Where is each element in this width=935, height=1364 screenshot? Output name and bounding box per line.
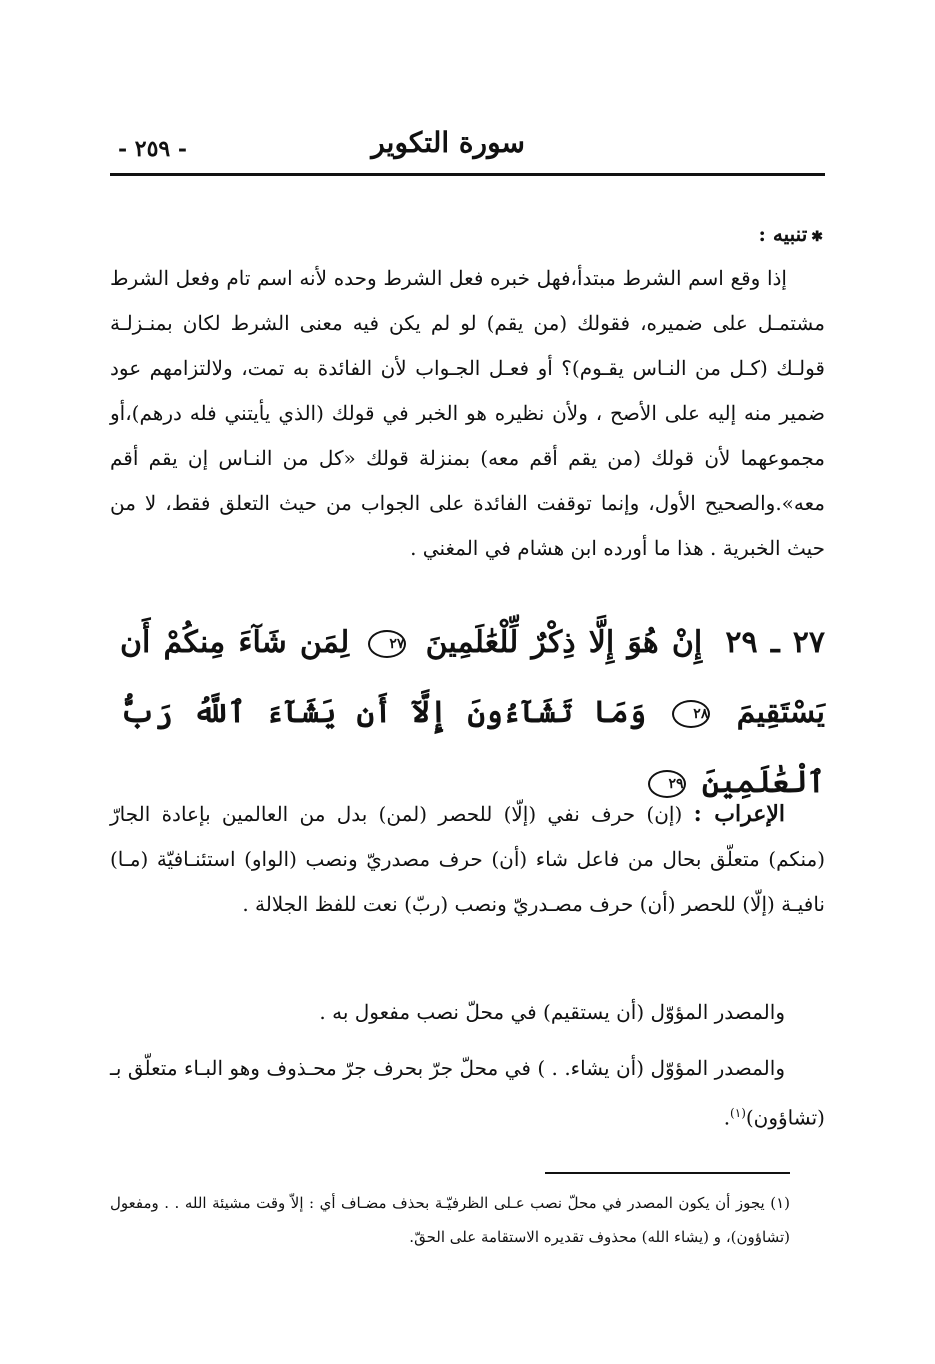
page-header — [110, 118, 825, 176]
verse-text-29: وَمَا تَشَآءُونَ إِلَّآ أَن يَشَآءَ ٱللَّهُ رَبُّ ٱلْعَٰلَمِينَ — [120, 695, 825, 800]
footnote: (١) يجوز أن يكون المصدر في محلّ نصب عـلى الظرفيّـة بحذف مضـاف أي : إلاّ وقت مشيئة الله . . ومفعول (تشاؤون)، و (يشاء الله) محذوف تقديره الاستقامة على الحقّ. — [110, 1194, 790, 1246]
irab-text: (إن) حرف نفي (إلّا) للحصر (لمن) بدل من العالمين بإعادة الجارّ (منكم) متعلّق بحال من فاعل شاء (أن) حرف مصدريّ ونصب (الواو) استئنـافيّة (مـا) نافيـة (إلّا) للحصر (أن) حرف مصـدريّ ونصب (ربّ) نعت للفظ الجلالة . — [110, 802, 825, 916]
masdar-paragraph-2: والمصدر المؤوّل (أن يشاء. . ) في محلّ جرّ بحرف جرّ محـذوف وهو البـاء متعلّق بـ (تشاؤون)$^{(١)}$. — [110, 1056, 825, 1130]
verse-text-28: لِمَن شَآءَ مِنكُمْ أَن يَسْتَقِيمَ — [120, 625, 825, 730]
star-icon: ✱ — [811, 229, 823, 245]
surah-title: سورة التكوير — [371, 126, 525, 159]
verse-text-27: إِنْ هُوَ إِلَّا ذِكْرٌ لِّلْعَٰلَمِينَ — [425, 625, 703, 660]
page-number: - ٢٥٩ - — [118, 136, 188, 162]
header-rule — [110, 173, 825, 176]
quran-verses — [120, 608, 825, 818]
footnote-rule — [545, 1172, 790, 1174]
footnote-reference: (١) — [730, 1106, 746, 1120]
irab-paragraph — [110, 792, 825, 927]
ayah-marker-27: ٢٧ — [368, 630, 406, 658]
masdar-paragraph-2-text: والمصدر المؤوّل (أن يشاء. . ) في محلّ جرّ بحرف جرّ محـذوف وهو البـاء متعلّق بـ (تشاؤون) — [110, 1056, 825, 1130]
verse-range: ٢٧ ـ ٢٩ — [725, 625, 826, 660]
note-heading — [759, 222, 823, 246]
ayah-marker-29: ٢٩ — [648, 770, 686, 798]
irab-heading: الإعراب : — [693, 801, 786, 827]
note-heading-label: تنبيه : — [758, 222, 808, 246]
masdar-paragraph-1: والمصدر المؤوّل (أن يستقيم) في محلّ نصب مفعول به . — [319, 1000, 785, 1024]
ayah-marker-28: ٢٨ — [672, 700, 710, 728]
note-paragraph: إذا وقع اسم الشرط مبتدأ،فهل خبره فعل الشرط وحده لأنه اسم تام وفعل الشرط مشتمـل على ضميره، فقولك (من يقم) لو لم يكن فيه معنى الشرط لكان بمنـزلـة قولـك (كـل من النـاس يقـوم)؟ أو فعـل الجـواب لأن الفائدة به تمت، ولالتزامهم عود ضمير منه إليه على الأصح ، ولأن نظيره هو الخبر في قولك (الذي يأيتني فله درهم)،أو مجموعهما لأن قولك (من يقم أقم معه) بمنزلة قولك «كل من النـاس إن يقم أقم معه».والصحيح الأول، وإنما توقفت الفائدة على الجواب من حيث التعلق فقط، لا من حيث الخبرية . هذا ما أورده ابن هشام في المغني . — [110, 266, 825, 560]
